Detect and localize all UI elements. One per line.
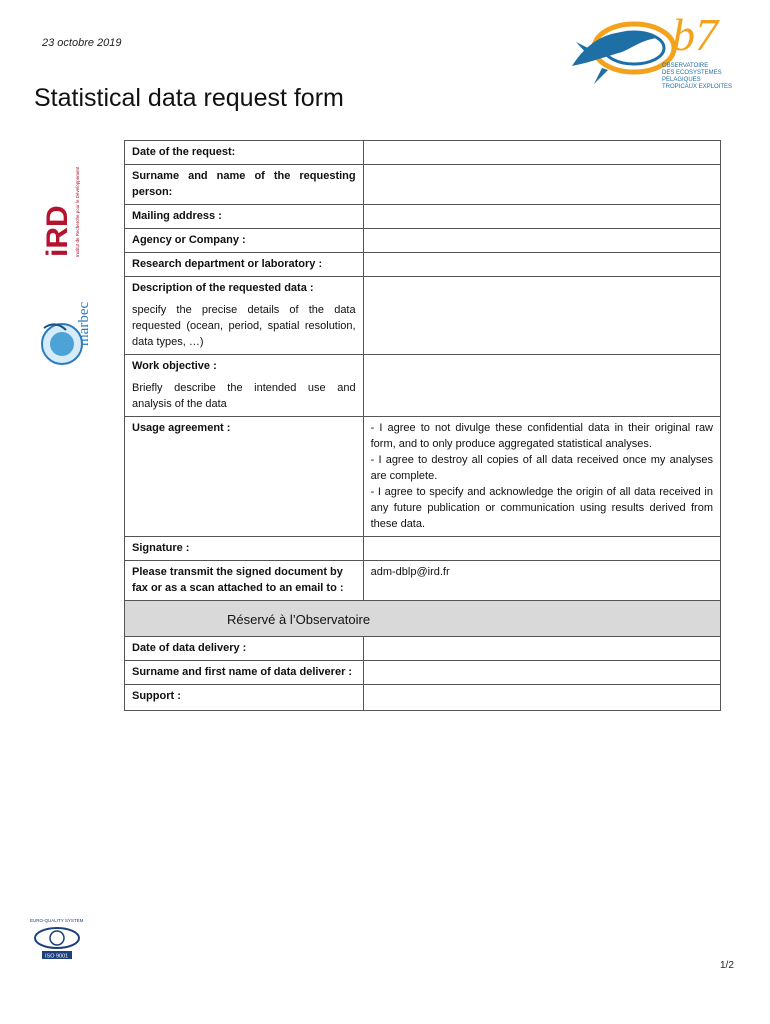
objective-field[interactable] — [363, 355, 720, 417]
svg-text:iRD: iRD — [41, 205, 74, 257]
signature-field[interactable] — [363, 537, 720, 561]
usage-agreement-text — [363, 417, 720, 537]
agreement-item: - I agree to destroy all copies of all data received once my analyses are complete. — [370, 454, 713, 482]
field-hint: specify the precise details of the data requested (ocean, period, spatial resolution, data types, …) — [132, 304, 356, 348]
form-row-date-of-request — [125, 141, 721, 165]
field-hint: Briefly describe the intended use and analysis of the data — [132, 382, 356, 410]
form-row-mailing-address — [125, 205, 721, 229]
document-date: 23 octobre 2019 — [42, 37, 122, 49]
page-number: 1/2 — [720, 960, 734, 971]
field-label: Mailing address : — [125, 205, 364, 229]
svg-text:EURO-QUALITY SYSTEM: EURO-QUALITY SYSTEM — [30, 918, 84, 923]
svg-text:b7: b7 — [672, 9, 718, 60]
form-row-transmit — [125, 561, 721, 601]
form-row-signature — [125, 537, 721, 561]
form-row-usage-agreement — [125, 417, 721, 537]
field-label: Usage agreement : — [125, 417, 364, 537]
delivery-date-field[interactable] — [363, 637, 720, 661]
form-row-requester-name — [125, 165, 721, 205]
svg-text:PELAGIQUES: PELAGIQUES — [662, 77, 701, 83]
marbec-logo — [38, 284, 100, 372]
field-label: Surname and name of the requesting person: — [125, 165, 364, 205]
form-row-deliverer-name — [125, 661, 721, 685]
svg-text:DES ECOSYSTEMES: DES ECOSYSTEMES — [662, 70, 722, 76]
deliverer-name-field[interactable] — [363, 661, 720, 685]
reserve-heading: Réservé à l’Observatoire — [227, 612, 371, 627]
svg-text:marbec: marbec — [76, 301, 92, 346]
field-label: Research department or laboratory : — [125, 253, 364, 277]
agreement-item: - I agree to specify and acknowledge the origin of all data received in any future publication or communication using results derived from these data. — [370, 486, 713, 530]
field-label: Date of data delivery : — [125, 637, 364, 661]
field-label: Date of the request: — [125, 141, 364, 165]
svg-text:TROPICAUX EXPLOITES: TROPICAUX EXPLOITES — [662, 84, 733, 90]
mailing-address-field[interactable] — [363, 205, 720, 229]
date-of-request-field[interactable] — [363, 141, 720, 165]
form-row-description — [125, 277, 721, 355]
ob7-logo — [562, 4, 732, 96]
iso-certification-logo — [28, 916, 86, 960]
field-label: Support : — [125, 685, 364, 711]
form-row-delivery-date — [125, 637, 721, 661]
form-row-agency — [125, 229, 721, 253]
form-row-research-department — [125, 253, 721, 277]
svg-text:ISO 9001: ISO 9001 — [45, 953, 69, 960]
agreement-item: - I agree to not divulge these confidential data in their original raw form, and to only produce aggregated statistical analyses. — [370, 422, 713, 450]
form-row-objective — [125, 355, 721, 417]
field-label: Work objective : — [132, 360, 217, 372]
request-form-table — [124, 140, 721, 711]
reserve-header-row — [125, 601, 721, 637]
transmit-email: adm-dblp@ird.fr — [363, 561, 720, 601]
research-department-field[interactable] — [363, 253, 720, 277]
agency-field[interactable] — [363, 229, 720, 253]
requester-name-field[interactable] — [363, 165, 720, 205]
field-label: Please transmit the signed document by fax or as a scan attached to an email to : — [125, 561, 364, 601]
svg-text:Institut de Recherche pour le: Institut de Recherche pour le Développement — [75, 166, 80, 257]
form-row-support — [125, 685, 721, 711]
ird-logo — [41, 150, 92, 265]
field-label: Surname and first name of data deliverer : — [125, 661, 364, 685]
field-label: Signature : — [125, 537, 364, 561]
field-label: Agency or Company : — [125, 229, 364, 253]
page-title: Statistical data request form — [34, 84, 344, 112]
description-field[interactable] — [363, 277, 720, 355]
support-field[interactable] — [363, 685, 720, 711]
svg-text:OBSERVATOIRE: OBSERVATOIRE — [662, 63, 709, 69]
field-label: Description of the requested data : — [132, 282, 314, 294]
